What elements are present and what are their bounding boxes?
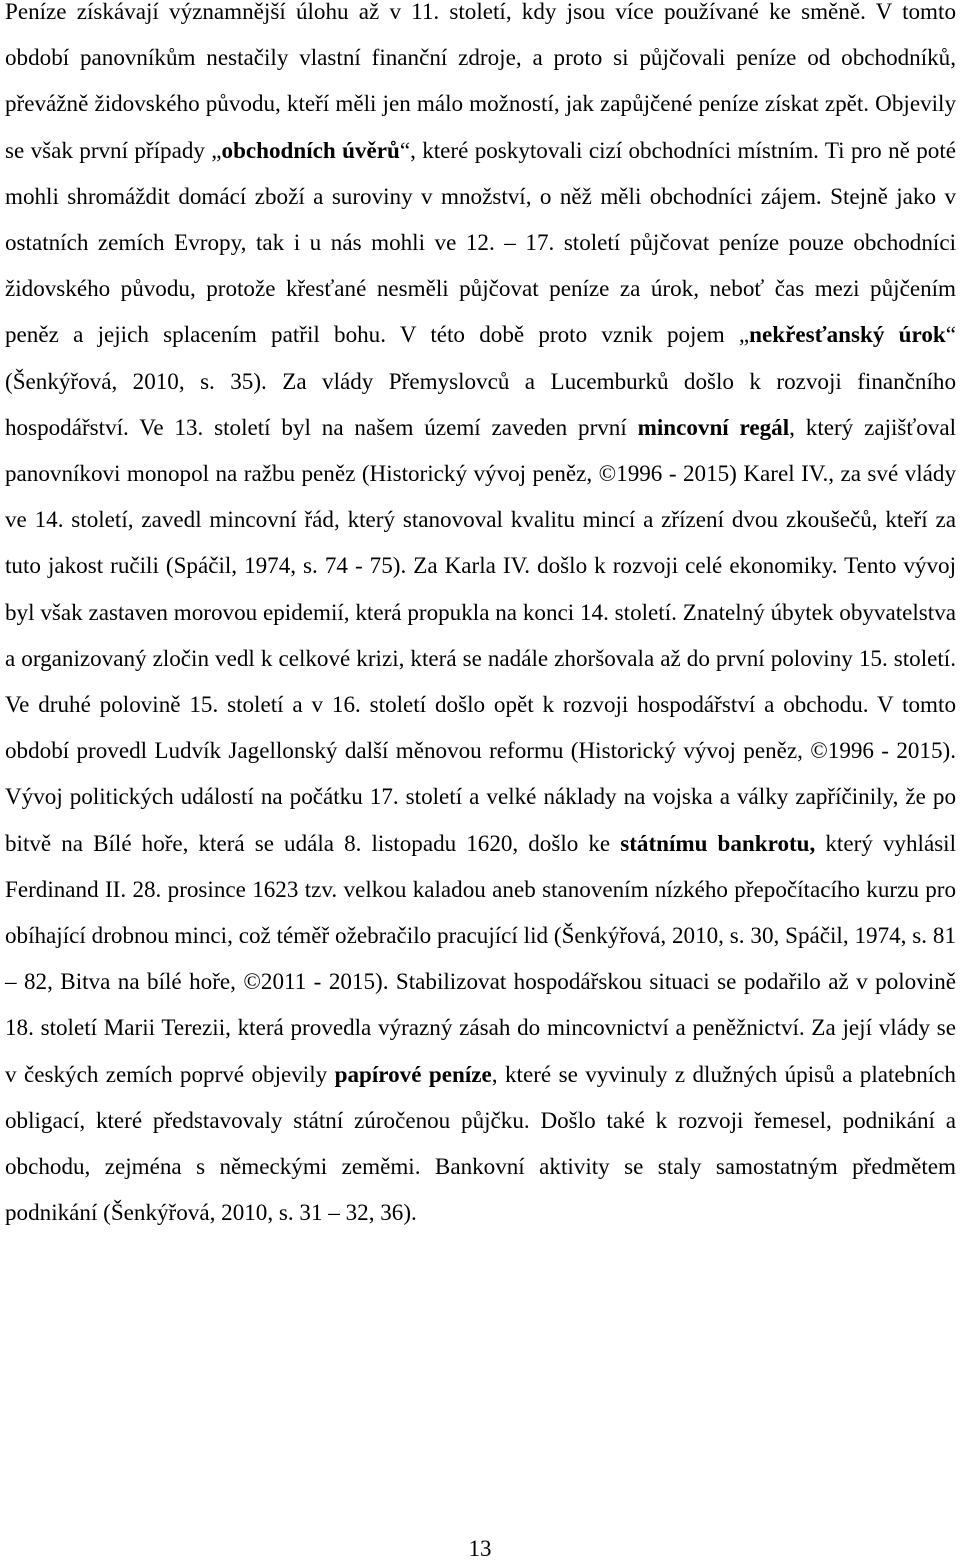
bold-term-statni-bankrot: státnímu bankrotu,	[620, 829, 816, 856]
text-segment: “ (Šenkýřová, 2010, s. 35). Za vlády Přemyslovců a Lucemburků došlo k rozvoji finančního hospodářství. Ve 13. století byl na našem území zaveden první	[5, 321, 956, 440]
text-segment: , který zajišťoval panovníkovi monopol na ražbu peněz (Historický vývoj peněz, ©1996 - 2015) Karel IV., za své vlády ve 14. století, zavedl mincovní řád, který stanovoval kvalitu mincí a zřízení dvou zkoušečů, kteří za tuto jakost ručili (Spáčil, 1974, s. 74 - 75). Za Karla IV. došlo k rozvoji celé ekonomiky. Tento vývoj byl však zastaven morovou epidemií, která propukla na konci 14. století. Znatelný úbytek obyvatelstva a organizovaný zločin vedl k celkové krizi, která se nadále zhoršovala až do první poloviny 15. století. Ve druhé polovině 15. století a v 16. století došlo opět k rozvoji hospodářství a obchodu. V tomto období provedl Ludvík Jagellonský další měnovou reformu (Historický vývoj peněz, ©1996 - 2015). Vývoj politických událostí na počátku 17. století a velké náklady na vojska a války zapříčinily, že po bitvě na Bílé hoře, která se udála 8. listopadu 1620, došlo ke	[5, 413, 957, 856]
bold-term-mincovni-regal: mincovní regál	[637, 413, 790, 440]
bold-term-obchodni-uvery: obchodních úvěrů	[221, 136, 400, 163]
body-paragraph	[5, 0, 956, 1235]
bold-term-papirove-penize: papírové peníze	[334, 1060, 492, 1087]
bold-term-nekrestansky-urok: nekřesťanský úrok	[749, 321, 946, 348]
text-segment: Peníze získávají významnější úlohu až v 11. století, kdy jsou více používané ke směně. V tomto období panovníkům nestačily vlastní finanční zdroje, a proto si půjčovali peníze od obchodníků, převážně židovského původu, kteří měli jen málo možností, jak zapůjčené peníze získat zpět. Objevily se však první případy „	[5, 0, 956, 163]
page-number: 13	[468, 1536, 492, 1561]
text-segment: který vyhlásil Ferdinand II. 28. prosince 1623 tzv. velkou kaladou aneb stanovením nízkého přepočítacího kurzu pro obíhající drobnou minci, což téměř ožebračilo pracující lid (Šenkýřová, 2010, s. 30, Spáčil, 1974, s. 81 – 82, Bitva na bílé hoře, ©2011 - 2015). Stabilizovat hospodářskou situaci se podařilo až v polovině 18. století Marii Terezii, která provedla výrazný zásah do mincovnictví a peněžnictví. Za její vlády se v českých zemích poprvé objevily	[5, 829, 957, 1087]
text-segment: , které se vyvinuly z dlužných úpisů a platebních obligací, které představovaly státní zúročenou půjčku. Došlo také k rozvoji řemesel, podnikání a obchodu, zejména s německými zeměmi. Bankovní aktivity se staly samostatným předmětem podnikání (Šenkýřová, 2010, s. 31 – 32, 36).	[5, 1060, 956, 1226]
text-segment: “, které poskytovali cizí obchodníci místním. Ti pro ně poté mohli shromáždit domácí zboží a suroviny v množství, o něž měli obchodníci zájem. Stejně jako v ostatních zemích Evropy, tak i u nás mohli ve 12. – 17. století půjčovat peníze pouze obchodníci židovského původu, protože křesťané nesměli půjčovat peníze za úrok, neboť čas mezi půjčením peněz a jejich splacením patřil bohu. V této době proto vznik pojem „	[5, 136, 956, 348]
